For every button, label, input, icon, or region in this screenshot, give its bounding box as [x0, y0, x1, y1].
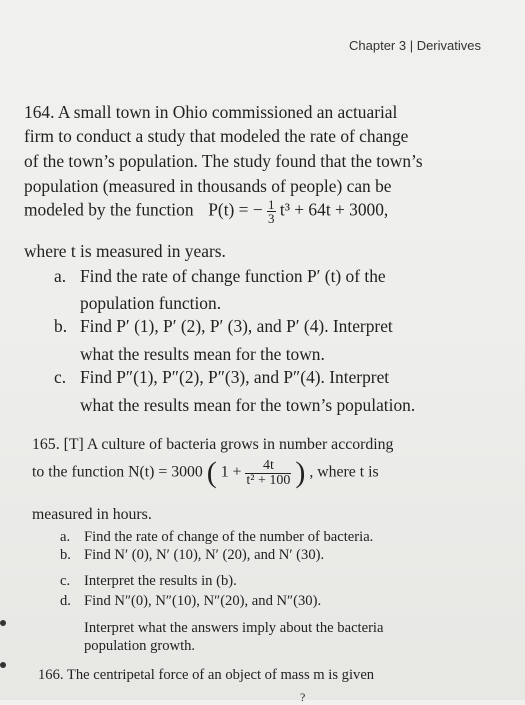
p164-b-text-1: Find P′ (1), P′ (2), P′ (3), and P′ (4). Interpret: [80, 316, 393, 336]
p166-partial: ?: [300, 690, 306, 704]
page-edge-mark: [0, 662, 6, 668]
p164-c-label: c.: [54, 367, 67, 387]
p164-a-label: a.: [54, 266, 67, 286]
model-function: P(t) = −: [208, 199, 263, 220]
p164-b-text-2: what the results mean for the town.: [80, 344, 325, 364]
p164-line-3: of the town’s population. The study found that the town’s: [24, 151, 423, 171]
p165-function-line: [32, 458, 379, 488]
fraction-numerator: 4t: [245, 459, 291, 474]
model-rest: t³ + 64t + 3000,: [279, 199, 389, 220]
p165-measured: measured in hours.: [32, 506, 152, 523]
p164-a-text-1: Find the rate of change function P′ (t) of the: [80, 266, 386, 286]
p166-text: 166. The centripetal force of an object of mass m is given: [38, 667, 375, 683]
p165-after: , where t is: [309, 463, 379, 481]
p164-c-text-1: Find P″(1), P″(2), P″(3), and P″(4). Interpret: [80, 367, 390, 387]
p165-c-label: c.: [60, 573, 71, 589]
page-edge-mark: [0, 620, 6, 626]
p164-line-1: 164. A small town in Ohio commissioned an actuarial: [24, 102, 398, 122]
p165-b-text: Find N′ (0), N′ (10), N′ (20), and N′ (30).: [84, 547, 325, 563]
p164-line-2: firm to conduct a study that modeled the rate of change: [24, 126, 409, 146]
fraction-denominator: 3: [268, 211, 275, 226]
p165-d-text-2: Interpret what the answers imply about the bacteria: [84, 620, 384, 636]
p164-b-label: b.: [54, 316, 68, 336]
p165-b-label: b.: [60, 547, 71, 563]
page-header: Chapter 3 | Derivatives: [349, 38, 481, 53]
fraction-numerator: 1: [268, 197, 275, 212]
fraction-growth: [245, 459, 291, 488]
p164-c-text-2: what the results mean for the town’s population.: [80, 395, 416, 415]
p165-a-text: Find the rate of change of the number of bacteria.: [84, 529, 374, 545]
p165-a-label: a.: [60, 529, 71, 545]
p165-head: 165. [T] A culture of bacteria grows in number according: [32, 436, 394, 453]
fraction-one-third: [267, 198, 276, 225]
fraction-denominator: t² + 100: [246, 472, 291, 488]
p164-a-text-2: population function.: [80, 293, 222, 313]
p165-func-pre: to the function N(t) = 3000: [32, 463, 203, 481]
one-plus: 1 +: [220, 463, 242, 481]
p165-d-text: Find N″(0), N″(10), N″(20), and N″(30).: [84, 593, 322, 609]
left-paren: (: [206, 456, 217, 489]
p165-c-text: Interpret the results in (b).: [84, 573, 237, 589]
right-paren: ): [295, 456, 306, 489]
p164-where: where t is measured in years.: [24, 241, 226, 261]
model-prefix: modeled by the function: [24, 199, 194, 220]
p164-line-4: population (measured in thousands of people) can be: [24, 176, 392, 196]
p165-d-text-3: population growth.: [84, 638, 196, 654]
p165-d-label: d.: [60, 593, 71, 609]
p164-model-line: [24, 198, 388, 225]
